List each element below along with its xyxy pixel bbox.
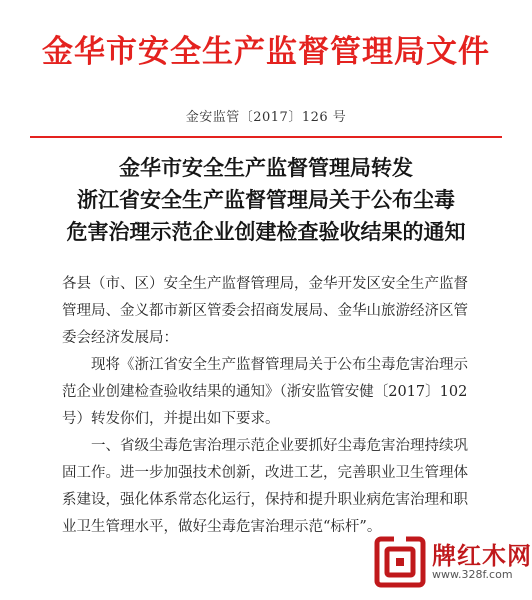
paragraph-line: 固工作。进一步加强技术创新，改进工艺，完善职业卫生管理体	[62, 465, 468, 481]
addressee-line: 各县（市、区）安全生产监督管理局，金华开发区安全生产监督	[62, 276, 468, 292]
paragraph-line: 范企业创建检查验收结果的通知》（浙安监管安健〔2017〕102	[62, 384, 468, 400]
notice-title-line: 金华市安全生产监督管理局转发	[119, 155, 413, 180]
document-header-title: 金华市安全生产监督管理局文件	[42, 34, 490, 70]
paragraph-line: 现将《浙江省安全生产监督管理局关于公布尘毒危害治理示	[62, 357, 468, 373]
brand-logo-icon	[374, 536, 426, 588]
addressee-paragraph	[62, 271, 502, 352]
watermark-url: www.328f.com	[432, 568, 513, 581]
notice-title-line: 危害治理示范企业创建检查验收结果的通知	[66, 219, 466, 244]
paragraph-line: 系建设，强化体系常态化运行，保持和提升职业病危害治理和职	[62, 492, 468, 508]
notice-title-line: 浙江省安全生产监督管理局关于公布尘毒	[77, 187, 455, 212]
paragraph-line: 业卫生管理水平，做好尘毒危害治理示范“标杆”。	[62, 519, 382, 535]
paragraph-line: 一、省级尘毒危害治理示范企业要抓好尘毒危害治理持续巩	[62, 438, 468, 454]
site-watermark	[374, 534, 532, 594]
paragraph-line: 号）转发你们，并提出如下要求。	[62, 411, 280, 427]
addressee-line: 委会经济发展局：	[62, 330, 178, 346]
addressee-line: 管理局、金义都市新区管委会招商发展局、金华山旅游经济区管	[62, 303, 468, 319]
body-paragraph-requirement-1	[62, 433, 502, 541]
header-divider	[30, 136, 502, 138]
document-number: 金安监管〔2017〕126 号	[185, 110, 347, 125]
body-paragraph-forwarding	[62, 352, 502, 433]
notice-title	[0, 152, 532, 248]
watermark-brand: 牌红木网	[432, 542, 532, 570]
